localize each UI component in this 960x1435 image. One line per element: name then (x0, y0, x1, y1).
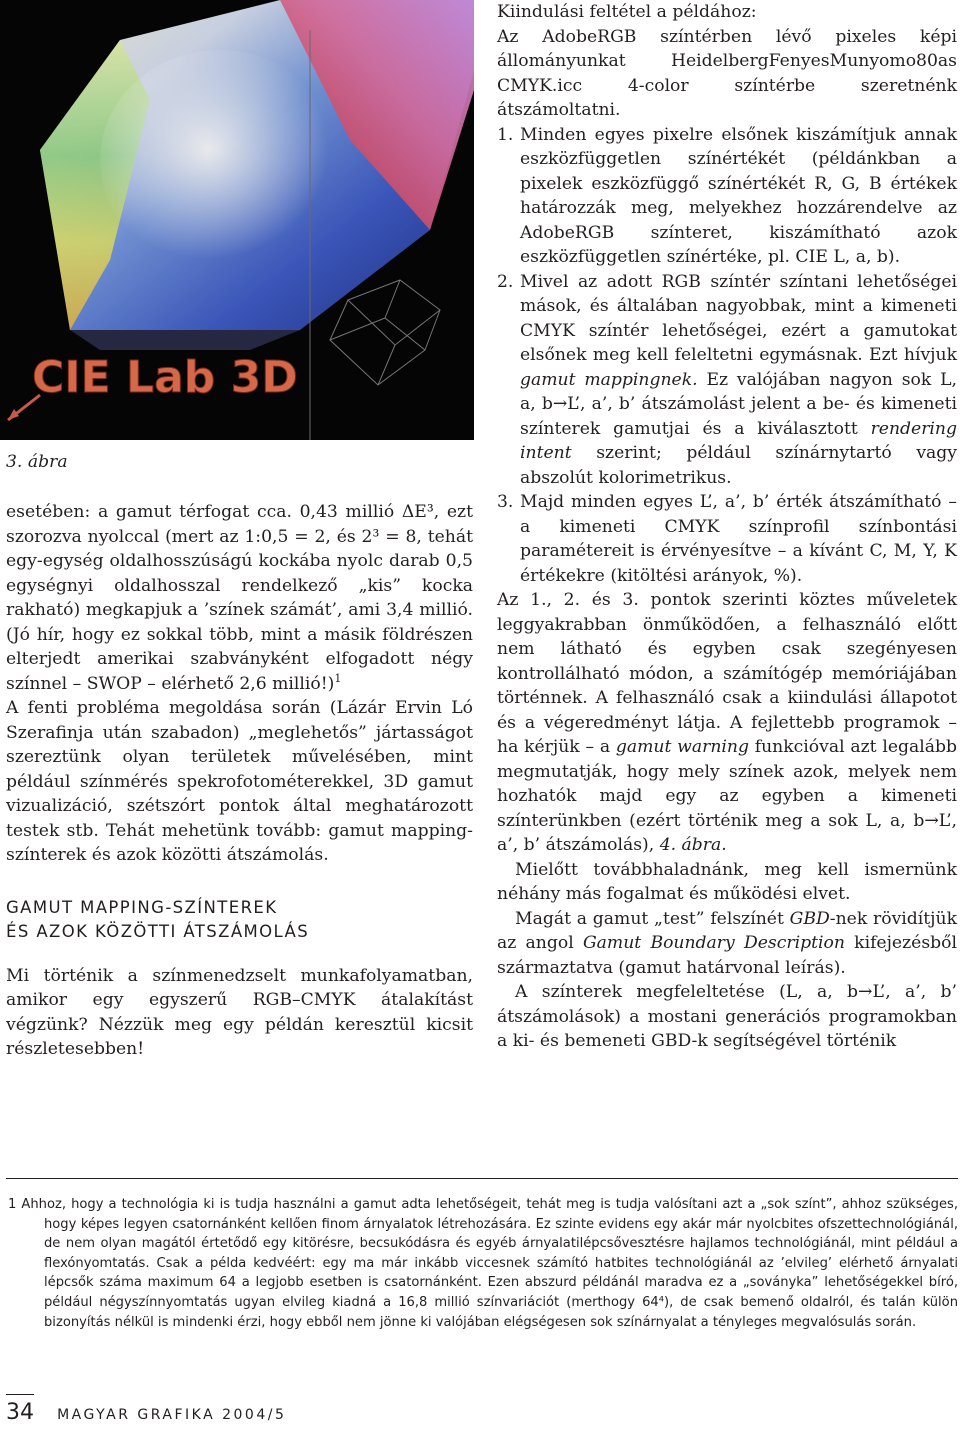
step-number: 2. (497, 271, 514, 292)
step-term: gamut mappingnek. (520, 369, 698, 390)
page-number: 34 (6, 1400, 34, 1425)
intro-heading: Kiindulási feltétel a példához: (497, 2, 757, 22)
footer-rule (6, 1394, 34, 1395)
paragraph-term: GBD (789, 908, 830, 929)
paragraph-text: Magát a gamut „test” felszínét (515, 908, 790, 929)
step-text: szerint; például színárnytartó vagy abszolút kolorimetrikus. (520, 443, 957, 488)
paragraph-text: funkcióval azt legalább megmutatják, hogy mely színek azok, melyek nem hozhatók majd egy az egyben a kimeneti színterünkben (ezért történik meg a sok L, a, b→L’, a’, b’ átszámolás), (497, 737, 957, 855)
left-paragraph-1-text: esetében: a gamut térfogat cca. 0,43 millió ΔE³, ezt szorozva nyolccal (mert az 1:0,5 = 2, és 2³ = 8, tehát egy-egység oldalhosszúságú kockába nyolc darab 0,5 egységnyi oldalhosszal rendelkező „kis” kocka rakható) megkapjuk a ’színek számát’, ami 3,4 millió. (Jó hír, hogy ez sokkal több, mint a másik földrészen elterjedt amerikai szabványként elfogadott négy színnel – SWOP – elérhető 2,6 millió!) (6, 502, 473, 694)
footnote-section (6, 1178, 958, 1332)
paragraph-text: Az 1., 2. és 3. pontok szerinti köztes műveletek leggyakrabban önműködően, a felhasználó előtt nem látható és egyben csak szegényesen kontrollálható módon, a számítógép memóriájában történnek. A felhasználó csak a kiindulási állapotot és a végeredményt látja. A fejlettebb programok – ha kérjük – a (497, 590, 957, 757)
intro-paragraph: Az AdobeRGB színtérben lévő pixeles képi állományunkat HeidelbergFenyesMunyomo80as CMYK.icc 4-color színtérbe szeretnénk átszámoltatni. (497, 26, 957, 120)
left-paragraph-2: A fenti probléma megoldása során (Lázár Ervin Ló Szerafinja után szabadon) „meglehetős” jártasságot szereztünk olyan területek művelésében, mint például színmérés spekrofotométerekkel, 3D gamut vizualizáció, szétszórt pontok által meghatározott testek stb. Tehát mehetünk tovább: gamut mapping-színterek és azok közötti átszámolás. (6, 698, 473, 865)
paragraph-text: -nek rövidítjük az angol (497, 908, 957, 953)
footnote-ref-1: 1 (334, 671, 342, 685)
step-number: 1. (497, 124, 514, 145)
cie-lab-3d-figure (0, 0, 474, 440)
step-item-3 (497, 490, 957, 588)
step-text: Ez valójában nagyon sok L, a, b→L’, a’, b’ átszámolást jelent a be- és kimeneti színterek gamutjai és a kiválasztott (520, 369, 957, 439)
paragraph-term: gamut warning (615, 737, 749, 757)
page-footer (6, 1400, 286, 1425)
figure-logo-text: CIE Lab 3D (32, 352, 298, 403)
section-heading-line-1: GAMUT MAPPING-SZÍNTEREK (6, 897, 278, 917)
footnote-1: 1 Ahhoz, hogy a technológia ki is tudja használni a gamut adta lehetőségeit, tehát meg is tudja valósítani azt a „sok színt”, ahhoz szükséges, hogy képes legyen csatornánként kellően finom árnyalatok létrehozására. Ez szinte evidens egy akár már nyolcbites ofszettechnológiánál, de nem olyan magától értetődő egy kitörésre, becsukódásra és egyéb árnyalatilépcsővesztésre hajlamos technológiánál, mint például a flexónyomtatás. Csak a példa kedvéért: egy ma már inkább viccesnek számító hatbites technológiánál az ’elvileg’ elérhető árnyalati lépcsők száma maximum 64 a legjobb esetben is csatornánként. Ezen abszurd példánál maradva ez a „soványka” lehetőségekkel bíró, például négyszínnyomtatás ugyan elvileg kiadná a 16,8 millió színvariációt (merthogy 64⁴), de csak bemenő oldalról, és talán külön bizonyítás nélkül is mindenki érzi, hogy ebből nem jönne ki valójában elégségesen sok színárnyalat a tényleges megvalósulás során. (8, 1197, 958, 1330)
left-paragraph-1 (6, 500, 473, 696)
step-text: Mivel az adott RGB színtér színtani lehetőségei mások, és általában nagyobbak, mint a kimeneti CMYK színtér lehetőségei, ezért a gamutokat elsőnek meg kell feleltetni egymásnak. Ezt hívjuk (520, 271, 957, 365)
steps-list (497, 123, 957, 589)
section-heading (6, 896, 473, 944)
step-text: Majd minden egyes L’, a’, b’ érték átszámítható – a kimeneti CMYK színprofil színbontási paramétereit is érvényesítve – a kívánt C, M, Y, K értékekre (kitöltési arányok, %). (520, 492, 957, 586)
right-paragraph-3 (497, 907, 957, 981)
left-column (6, 500, 473, 1062)
paragraph-term: Gamut Boundary Description (582, 933, 845, 953)
step-number: 3. (497, 492, 514, 512)
paragraph-text: kifejezésből származtatva (gamut határvonal leírás). (497, 933, 957, 978)
right-paragraph-1 (497, 588, 957, 858)
figure-caption: 3. ábra (6, 452, 68, 472)
figure-reference: 4. ábra. (659, 835, 727, 855)
step-term: rendering intent (520, 418, 957, 463)
right-column (497, 0, 957, 1054)
magazine-name: MAGYAR GRAFIKA 2004/5 (57, 1407, 287, 1423)
section-heading-line-2: ÉS AZOK KÖZÖTTI ÁTSZÁMOLÁS (6, 921, 310, 941)
step-item-2 (497, 270, 957, 491)
step-item-1 (497, 123, 957, 270)
right-paragraph-2: Mielőtt továbbhaladnánk, meg kell ismernünk néhány más fogalmat és működési elvet. (497, 859, 957, 904)
step-text: Minden egyes pixelre elsőnek kiszámítjuk annak eszközfüggetlen színértékét (példánkban a pixelek eszközfüggő színértékét R, G, B értékek határozzák meg, melyekhez hozzárendelve az AdobeRGB színteret, kiszámítható azok eszközfüggetlen színértéke, pl. CIE L, a, b). (520, 124, 957, 267)
right-paragraph-4: A színterek megfeleltetése (L, a, b→L’, a’, b’ átszámolások) a mostani generációs programokban a ki- és bemeneti GBD-k segítségével történik (497, 982, 957, 1051)
gamut-visualization (0, 0, 474, 440)
left-paragraph-3: Mi történik a színmenedzselt munkafolyamatban, amikor egy egyszerű RGB–CMYK átalakítást végzünk? Nézzük meg egy példán keresztül kicsit részletesebben! (6, 965, 473, 1059)
